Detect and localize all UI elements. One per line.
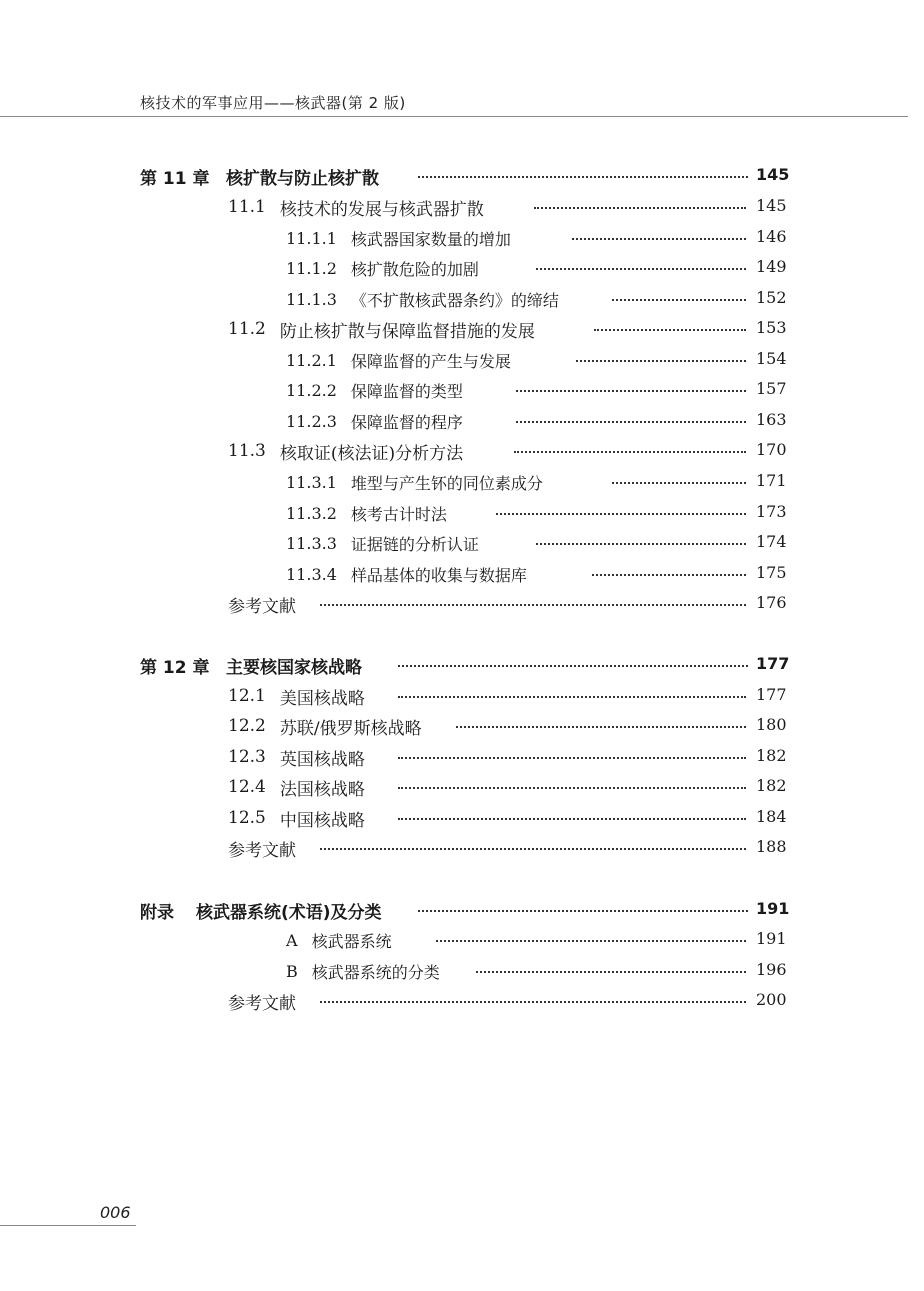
dot-leader [320, 1001, 746, 1003]
dot-leader [536, 543, 746, 545]
subsection-number: 11.3.2 [286, 503, 337, 523]
section-number: 12.4 [228, 777, 266, 797]
dot-leader [398, 787, 746, 789]
page-ref: 191 [756, 929, 787, 948]
toc-subsection-11-3-3[interactable] [286, 531, 924, 555]
subsection-title: 核扩散危险的加剧 [350, 259, 479, 279]
page-ref: 184 [756, 807, 787, 826]
dot-leader [398, 818, 746, 820]
page-ref: 145 [756, 196, 787, 215]
appendix-item-title: 核武器系统 [311, 931, 392, 951]
dot-leader [398, 696, 746, 698]
section-number: 11.3 [228, 441, 266, 461]
section-number: 12.5 [228, 808, 266, 828]
toc-references-ch12[interactable] [228, 836, 924, 860]
page-ref: 180 [756, 715, 787, 734]
footer-rule [0, 1225, 136, 1226]
subsection-number: 11.3.1 [286, 472, 337, 492]
page-ref: 200 [756, 990, 787, 1009]
page-ref: 188 [756, 837, 787, 856]
appendix-title: 核武器系统(术语)及分类 [196, 902, 382, 923]
section-number: 12.2 [228, 716, 266, 736]
subsection-number: 11.1.1 [286, 228, 337, 248]
dot-leader [418, 176, 748, 178]
chapter-title: 核扩散与防止核扩散 [226, 168, 379, 189]
running-head: 核技术的军事应用——核武器(第 2 版) [140, 94, 406, 112]
dot-leader [516, 421, 746, 423]
toc-subsection-11-1-1[interactable] [286, 226, 924, 250]
page-ref: 182 [756, 776, 787, 795]
page-ref: 191 [756, 899, 790, 918]
toc-appendix-a[interactable] [286, 928, 924, 952]
page-ref: 145 [756, 165, 790, 184]
subsection-title: 样品基体的收集与数据库 [350, 565, 527, 585]
dot-leader [534, 207, 746, 209]
subsection-number: 11.3.3 [286, 533, 337, 553]
page-ref: 177 [756, 654, 790, 673]
appendix-item-letter: A [286, 930, 298, 950]
dot-leader [514, 451, 746, 453]
references-title: 参考文献 [228, 840, 296, 861]
page-ref: 177 [756, 685, 787, 704]
toc-section-11-2[interactable] [228, 317, 924, 341]
toc-subsection-11-2-3[interactable] [286, 409, 924, 433]
section-title: 英国核战略 [279, 749, 365, 770]
page-ref: 174 [756, 532, 787, 551]
page-number: 006 [100, 1203, 131, 1222]
toc-section-12-4[interactable] [228, 775, 924, 799]
section-title: 苏联/俄罗斯核战略 [279, 718, 422, 739]
toc-appendix-b[interactable] [286, 959, 924, 983]
subsection-title: 《不扩散核武器条约》的缔结 [350, 290, 559, 310]
appendix-item-letter: B [286, 961, 298, 981]
page-ref: 163 [756, 410, 787, 429]
section-number: 12.1 [228, 686, 266, 706]
dot-leader [436, 940, 746, 942]
toc-appendix[interactable] [140, 898, 924, 922]
section-title: 美国核战略 [279, 688, 365, 709]
toc-subsection-11-3-4[interactable] [286, 562, 924, 586]
dot-leader [476, 971, 746, 973]
section-title: 核技术的发展与核武器扩散 [279, 199, 484, 220]
dot-leader [320, 848, 746, 850]
section-number: 12.3 [228, 747, 266, 767]
dot-leader [572, 238, 746, 240]
dot-leader [612, 299, 746, 301]
subsection-number: 11.2.2 [286, 380, 337, 400]
references-title: 参考文献 [228, 596, 296, 617]
subsection-number: 11.2.1 [286, 350, 337, 370]
toc-subsection-11-3-2[interactable] [286, 501, 924, 525]
toc-references-ch11[interactable] [228, 592, 924, 616]
toc-subsection-11-3-1[interactable] [286, 470, 924, 494]
dot-leader [398, 757, 746, 759]
chapter-number: 第 12 章 [140, 657, 210, 678]
toc-subsection-11-1-2[interactable] [286, 256, 924, 280]
toc-chapter-11[interactable] [140, 164, 924, 188]
page-ref: 152 [756, 288, 787, 307]
dot-leader [496, 513, 746, 515]
page-ref: 170 [756, 440, 787, 459]
dot-leader [516, 390, 746, 392]
page-ref: 154 [756, 349, 787, 368]
toc-subsection-11-2-2[interactable] [286, 378, 924, 402]
subsection-title: 保障监督的程序 [350, 412, 463, 432]
page-ref: 182 [756, 746, 787, 765]
dot-leader [592, 574, 746, 576]
page-ref: 146 [756, 227, 787, 246]
chapter-number: 第 11 章 [140, 168, 210, 189]
dot-leader [398, 665, 748, 667]
subsection-title: 堆型与产生钚的同位素成分 [350, 473, 543, 493]
section-title: 中国核战略 [279, 810, 365, 831]
appendix-label: 附录 [140, 902, 174, 923]
toc-section-11-1[interactable] [228, 195, 924, 219]
subsection-number: 11.1.3 [286, 289, 337, 309]
page-ref: 176 [756, 593, 787, 612]
section-number: 11.2 [228, 319, 266, 339]
references-title: 参考文献 [228, 993, 296, 1014]
subsection-title: 核武器国家数量的增加 [350, 229, 511, 249]
toc-section-11-3[interactable] [228, 439, 924, 463]
section-number: 11.1 [228, 197, 266, 217]
subsection-title: 核考古计时法 [350, 504, 447, 524]
subsection-title: 证据链的分析认证 [350, 534, 479, 554]
section-title: 防止核扩散与保障监督措施的发展 [279, 321, 535, 342]
header-rule [0, 116, 908, 117]
page-ref: 173 [756, 502, 787, 521]
page-ref: 153 [756, 318, 787, 337]
subsection-title: 保障监督的产生与发展 [350, 351, 511, 371]
appendix-item-title: 核武器系统的分类 [311, 962, 440, 982]
toc-section-12-1[interactable] [228, 684, 924, 708]
dot-leader [456, 726, 746, 728]
toc-section-12-5[interactable] [228, 806, 924, 830]
page-ref: 175 [756, 563, 787, 582]
page-ref: 171 [756, 471, 787, 490]
dot-leader [536, 268, 746, 270]
subsection-number: 11.1.2 [286, 258, 337, 278]
section-title: 核取证(核法证)分析方法 [279, 443, 464, 464]
toc-subsection-11-1-3[interactable] [286, 287, 924, 311]
page-ref: 149 [756, 257, 787, 276]
dot-leader [576, 360, 746, 362]
dot-leader [594, 329, 746, 331]
section-title: 法国核战略 [279, 779, 365, 800]
page-ref: 196 [756, 960, 787, 979]
toc-chapter-12[interactable] [140, 653, 924, 677]
subsection-number: 11.3.4 [286, 564, 337, 584]
toc-section-12-3[interactable] [228, 745, 924, 769]
dot-leader [418, 910, 748, 912]
toc-references-appendix[interactable] [228, 989, 924, 1013]
toc-subsection-11-2-1[interactable] [286, 348, 924, 372]
page-ref: 157 [756, 379, 787, 398]
subsection-title: 保障监督的类型 [350, 381, 463, 401]
toc-section-12-2[interactable] [228, 714, 924, 738]
subsection-number: 11.2.3 [286, 411, 337, 431]
chapter-title: 主要核国家核战略 [226, 657, 362, 678]
dot-leader [612, 482, 746, 484]
dot-leader [320, 604, 746, 606]
